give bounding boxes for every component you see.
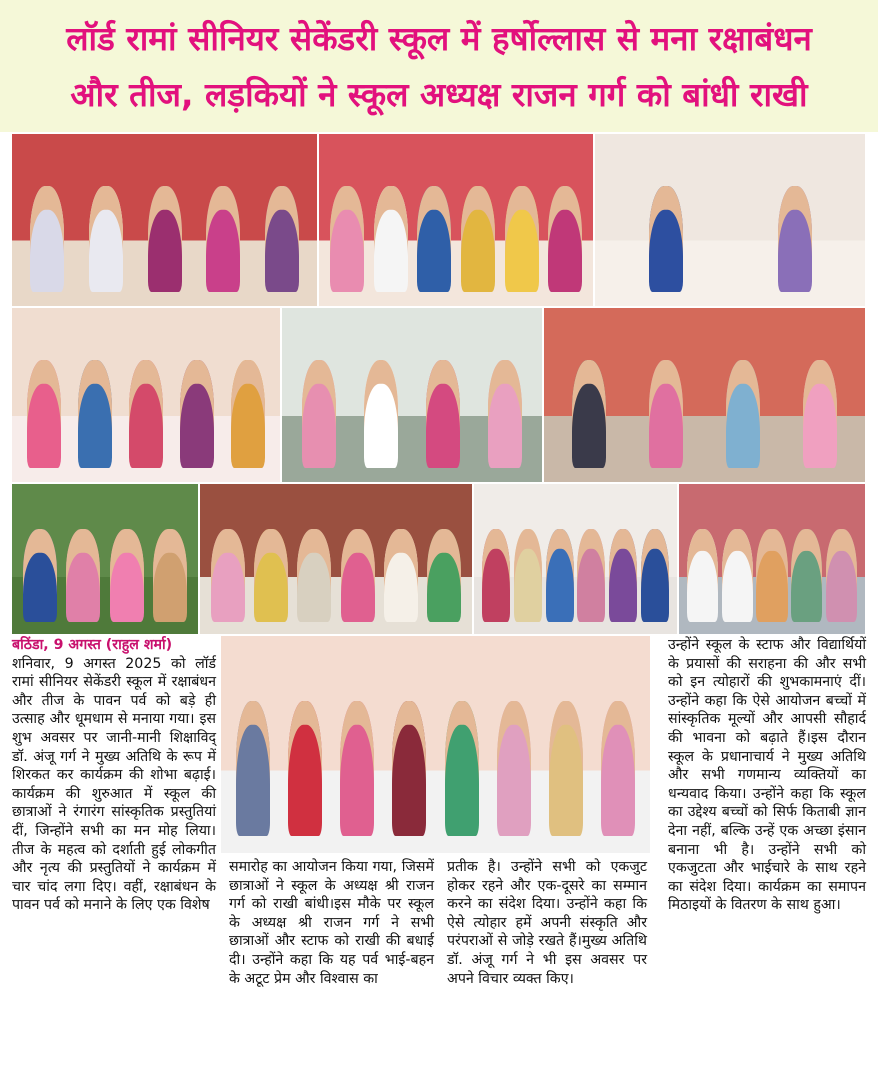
person-figure xyxy=(549,701,583,836)
person-figure xyxy=(649,186,683,293)
person-figure xyxy=(756,529,787,622)
person-figure xyxy=(110,529,144,622)
person-figure xyxy=(23,529,57,622)
person-figure xyxy=(364,360,398,468)
person-figure xyxy=(153,529,187,622)
person-figure xyxy=(30,186,64,293)
photo-group-on-stage xyxy=(11,307,281,483)
person-figure xyxy=(609,529,637,622)
person-figure xyxy=(641,529,669,622)
person-figure xyxy=(791,529,822,622)
person-figure xyxy=(89,186,123,293)
person-figure xyxy=(180,360,214,468)
person-figure xyxy=(803,360,837,468)
photo-celebrating-women xyxy=(543,307,866,483)
person-figure xyxy=(129,360,163,468)
article-text-4: उन्होंने स्कूल के स्टाफ और विद्यार्थियों के प्रयासों की सराहना की और सभी को इन त्योहारों की शुभकामनाएं दीं। उन्होंने कहा कि ऐसे आयोजन बच्चों में सांस्कृतिक मूल्यों और आपसी सौहार्द की भावना को बढ़ाते हैं।इस दौरान स्कूल के प्रधानाचार्य ने मुख्य अतिथि और सभी गणमान्य व्यक्तियों का धन्यवाद किया। उन्होंने कहा कि स्कूल का उद्देश्य बच्चों को सिर्फ किताबी ज्ञान देना नहीं, बल्कि उन्हें एक अच्छा इंसान बनाना भी है। उन्होंने सभी को एकजुटता और भाईचारे के साथ रहने का संदेश दिया। कार्यक्रम का समापन मिठाइयों के वितरण के साथ हुआ। xyxy=(668,637,866,914)
person-figure xyxy=(546,529,574,622)
person-figure xyxy=(687,529,718,622)
person-figure xyxy=(211,529,245,622)
person-figure xyxy=(445,701,479,836)
person-figure xyxy=(497,701,531,836)
person-figure xyxy=(206,186,240,293)
person-figure xyxy=(514,529,542,622)
photo-hall-group xyxy=(473,483,678,635)
person-figure xyxy=(826,529,857,622)
person-figure xyxy=(340,701,374,836)
person-figure xyxy=(254,529,288,622)
person-figure xyxy=(148,186,182,293)
article-text-1: शनिवार, 9 अगस्त 2025 को लॉर्ड रामां सीनियर सेकेंडरी स्कूल में रक्षाबंधन और तीज के पावन पर्व को बड़े ही उत्साह और धूमधाम से मनाया गया। इस शुभ अवसर पर जानी-मानी शिक्षाविद् डॉ. अंजू गर्ग ने मुख्य अतिथि के रूप में शिरकत कर कार्यक्रम की शोभा बढ़ाई।कार्यक्रम की शुरुआत में स्कूल की छात्राओं ने रंगारंग सांस्कृतिक प्रस्तुतियां दीं, जिन्होंने सभी का मन मोह लिया। तीज के महत्व को दर्शाती हुई लोकगीत और नृत्य की प्रस्तुतियों ने कार्यक्रम में चार चांद लगा दिए। वहीं, रक्षाबंधन के पावन पर्व को मनाने के लिए एक विशेष xyxy=(12,655,216,914)
photo-dance-performance xyxy=(594,133,866,307)
article-column-1 xyxy=(12,636,216,1076)
article-column-3 xyxy=(447,858,647,1076)
person-figure xyxy=(341,529,375,622)
person-figure xyxy=(427,529,461,622)
photo-background xyxy=(221,636,650,853)
article-column-2 xyxy=(229,858,434,1076)
photo-background xyxy=(595,134,865,306)
person-figure xyxy=(572,360,606,468)
person-figure xyxy=(726,360,760,468)
person-figure xyxy=(236,701,270,836)
person-figure xyxy=(505,186,539,293)
photo-audience xyxy=(678,483,866,635)
photo-lamp-lighting xyxy=(11,133,318,307)
article-text-2: समारोह का आयोजन किया गया, जिसमें छात्राओं ने स्कूल के अध्यक्ष श्री राजन गर्ग को राखी बांधी।इस मौके पर स्कूल के अध्यक्ष श्री राजन गर्ग ने सभी छात्राओं और स्टाफ को राखी की बधाई दी। उन्होंने कहा कि यह पर्व भाई-बहन के अटूट प्रेम और विश्वास का xyxy=(229,859,434,987)
article-text-3: प्रतीक है। उन्होंने सभी को एकजुट होकर रहने और एक-दूसरे का सम्मान करने का संदेश दिया। उन्होंने कहा कि ऐसे त्योहार हमें अपनी संस्कृति और परंपराओं से जोड़े रखते हैं।मुख्य अतिथि डॉ. अंजू गर्ग ने भी इस अवसर पर अपने विचार व्यक्त किए। xyxy=(447,859,647,987)
photo-library-group xyxy=(199,483,473,635)
headline-line-2: और तीज, लड़कियों ने स्कूल अध्यक्ष राजन गर्ग को बांधी राखी xyxy=(70,75,808,114)
person-figure xyxy=(27,360,61,468)
person-figure xyxy=(392,701,426,836)
person-figure xyxy=(288,701,322,836)
dateline: बठिंडा, 9 अगस्त (राहुल शर्मा) xyxy=(12,637,173,653)
person-figure xyxy=(265,186,299,293)
person-figure xyxy=(461,186,495,293)
person-figure xyxy=(297,529,331,622)
person-figure xyxy=(78,360,112,468)
headline-line-1: लॉर्ड रामां सीनियर सेकेंडरी स्कूल में हर्षोल्लास से मना रक्षाबंधन xyxy=(66,19,812,58)
person-figure xyxy=(577,529,605,622)
photo-corridor-walk xyxy=(281,307,543,483)
person-figure xyxy=(417,186,451,293)
person-figure xyxy=(601,701,635,836)
headline-banner xyxy=(0,0,878,132)
person-figure xyxy=(778,186,812,293)
photo-dancing-stage xyxy=(220,635,651,854)
person-figure xyxy=(231,360,265,468)
person-figure xyxy=(374,186,408,293)
person-figure xyxy=(384,529,418,622)
person-figure xyxy=(548,186,582,293)
photo-stage-group xyxy=(318,133,594,307)
photo-garden-group xyxy=(11,483,199,635)
person-figure xyxy=(66,529,100,622)
person-figure xyxy=(482,529,510,622)
person-figure xyxy=(302,360,336,468)
person-figure xyxy=(330,186,364,293)
person-figure xyxy=(488,360,522,468)
article-column-4 xyxy=(668,636,866,1076)
person-figure xyxy=(426,360,460,468)
person-figure xyxy=(649,360,683,468)
person-figure xyxy=(722,529,753,622)
